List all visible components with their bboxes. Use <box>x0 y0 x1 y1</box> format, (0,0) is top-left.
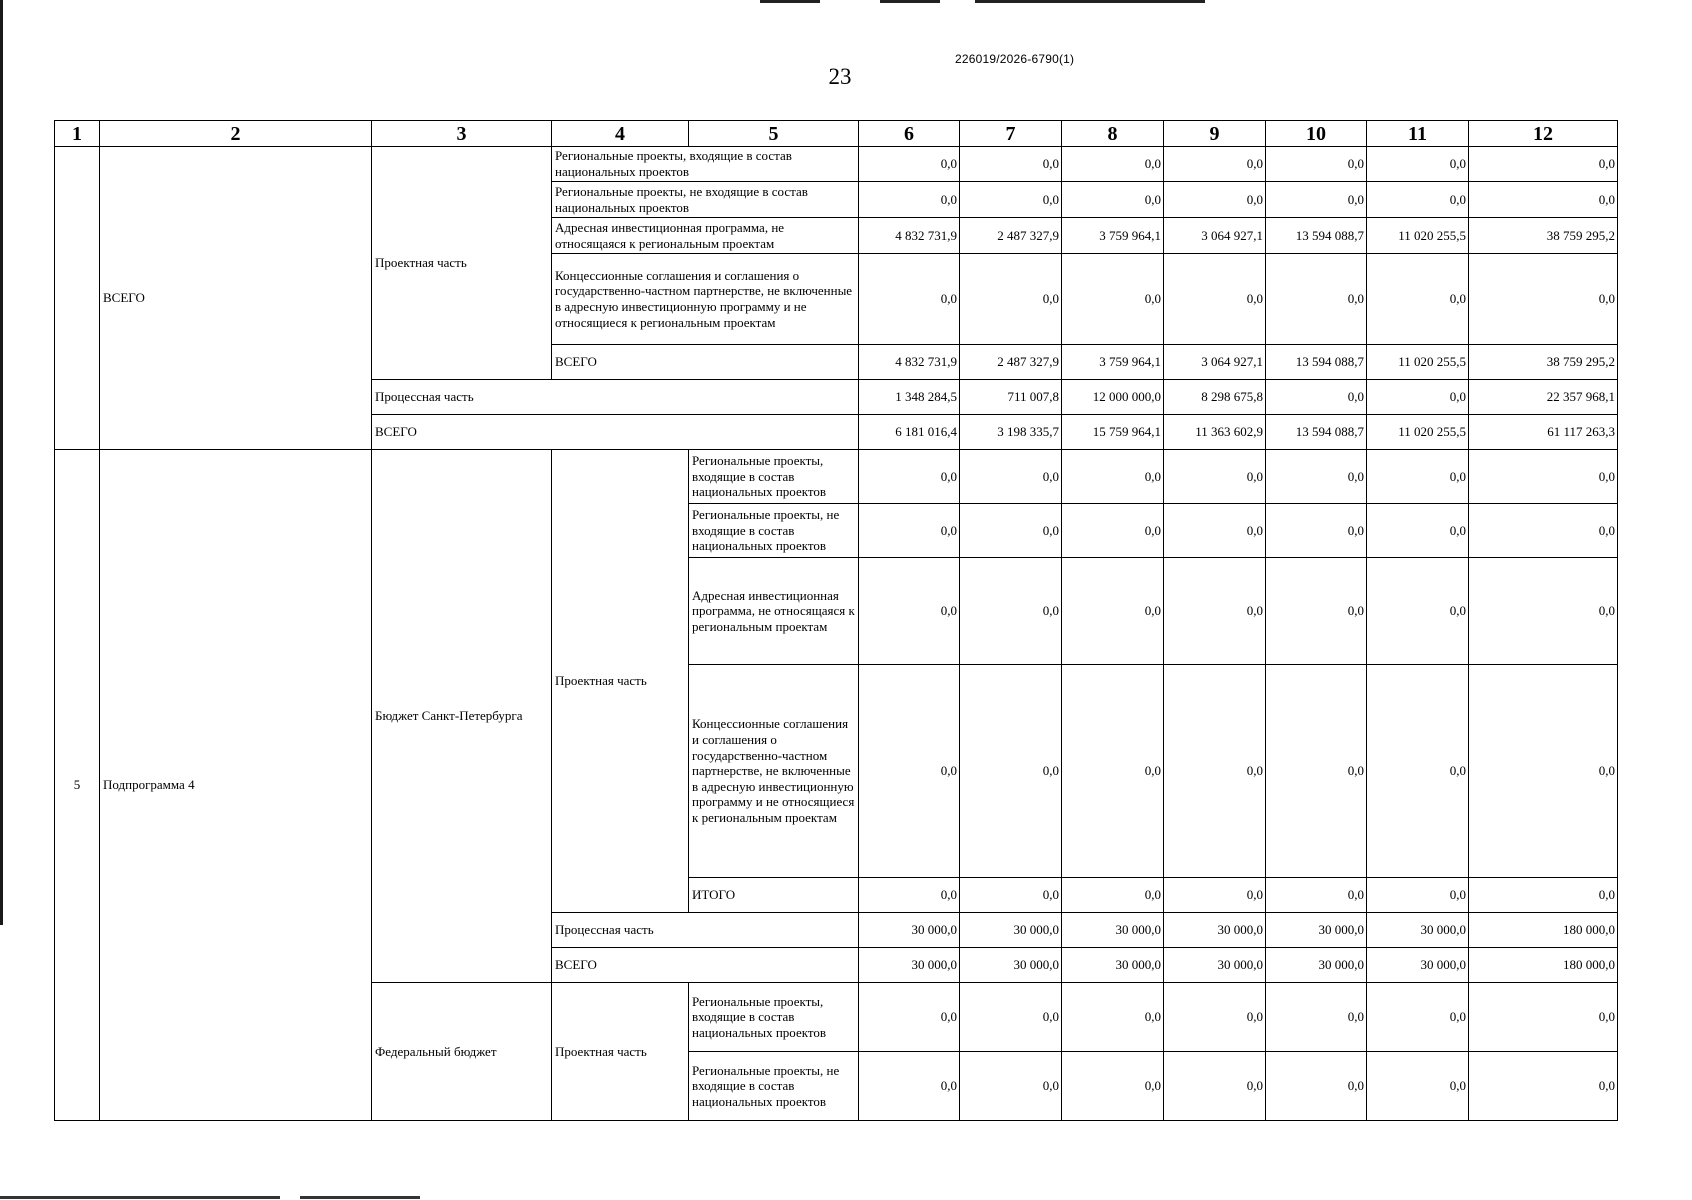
value-cell: 12 000 000,0 <box>1062 380 1164 415</box>
value-cell: 0,0 <box>1164 450 1266 504</box>
row-label: Концессионные соглашения и соглашения о государственно-частном партнерстве, не включенные в адресную инвестиционную программу и не относящиеся к региональным проектам <box>552 254 859 345</box>
value-cell: 0,0 <box>1164 558 1266 665</box>
scan-top-mark <box>880 0 940 3</box>
row-label: Региональные проекты, входящие в состав национальных проектов <box>689 983 859 1052</box>
value-cell: 0,0 <box>1469 147 1618 182</box>
value-cell: 0,0 <box>1469 450 1618 504</box>
budget-source-cell: Бюджет Санкт-Петербурга <box>372 450 552 983</box>
value-cell: 0,0 <box>1164 665 1266 878</box>
row-label: Региональные проекты, не входящие в состав национальных проектов <box>689 504 859 558</box>
value-cell: 0,0 <box>859 558 960 665</box>
value-cell: 0,0 <box>1266 1052 1367 1121</box>
value-cell: 30 000,0 <box>859 913 960 948</box>
row-number-cell: 5 <box>55 450 100 1121</box>
value-cell: 30 000,0 <box>1164 948 1266 983</box>
value-cell: 0,0 <box>960 254 1062 345</box>
part-label-cell: Проектная часть <box>372 147 552 380</box>
value-cell: 0,0 <box>1266 504 1367 558</box>
value-cell: 0,0 <box>1469 182 1618 218</box>
value-cell: 0,0 <box>1164 254 1266 345</box>
value-cell: 0,0 <box>1062 558 1164 665</box>
value-cell: 0,0 <box>1266 558 1367 665</box>
value-cell: 30 000,0 <box>1266 948 1367 983</box>
value-cell: 0,0 <box>859 147 960 182</box>
value-cell: 0,0 <box>1266 665 1367 878</box>
value-cell: 0,0 <box>960 558 1062 665</box>
value-cell: 0,0 <box>1164 1052 1266 1121</box>
value-cell: 13 594 088,7 <box>1266 345 1367 380</box>
value-cell: 3 064 927,1 <box>1164 345 1266 380</box>
row-label: Процессная часть <box>552 913 859 948</box>
value-cell: 30 000,0 <box>960 913 1062 948</box>
table-row <box>55 450 1618 504</box>
value-cell: 0,0 <box>960 504 1062 558</box>
value-cell: 0,0 <box>960 1052 1062 1121</box>
value-cell: 0,0 <box>1367 983 1469 1052</box>
value-cell: 0,0 <box>1469 665 1618 878</box>
value-cell: 0,0 <box>1367 1052 1469 1121</box>
row-label: ИТОГО <box>689 878 859 913</box>
value-cell: 0,0 <box>1469 558 1618 665</box>
value-cell: 22 357 968,1 <box>1469 380 1618 415</box>
value-cell: 0,0 <box>1469 878 1618 913</box>
value-cell: 0,0 <box>1062 983 1164 1052</box>
column-header: 8 <box>1062 121 1164 147</box>
value-cell: 0,0 <box>1367 254 1469 345</box>
scan-bottom-mark <box>300 1196 420 1199</box>
value-cell: 180 000,0 <box>1469 948 1618 983</box>
row-label: Адресная инвестиционная программа, не относящаяся к региональным проектам <box>689 558 859 665</box>
value-cell: 3 759 964,1 <box>1062 345 1164 380</box>
value-cell: 0,0 <box>1062 182 1164 218</box>
scan-bottom-mark <box>0 1196 280 1199</box>
page-number: 23 <box>828 64 852 89</box>
row-label: ВСЕГО <box>372 415 859 450</box>
value-cell: 0,0 <box>1266 380 1367 415</box>
budget-source-cell: Федеральный бюджет <box>372 983 552 1121</box>
value-cell: 0,0 <box>1367 665 1469 878</box>
value-cell: 0,0 <box>1367 878 1469 913</box>
value-cell: 0,0 <box>1164 878 1266 913</box>
column-header: 2 <box>100 121 372 147</box>
value-cell: 0,0 <box>1469 254 1618 345</box>
value-cell: 0,0 <box>859 878 960 913</box>
value-cell: 61 117 263,3 <box>1469 415 1618 450</box>
value-cell: 711 007,8 <box>960 380 1062 415</box>
value-cell: 1 348 284,5 <box>859 380 960 415</box>
value-cell: 15 759 964,1 <box>1062 415 1164 450</box>
row-number-cell <box>55 147 100 450</box>
scan-left-edge <box>0 0 3 925</box>
value-cell: 0,0 <box>1062 1052 1164 1121</box>
value-cell: 30 000,0 <box>859 948 960 983</box>
value-cell: 30 000,0 <box>1062 913 1164 948</box>
value-cell: 0,0 <box>960 147 1062 182</box>
value-cell: 0,0 <box>859 504 960 558</box>
value-cell: 30 000,0 <box>1266 913 1367 948</box>
row-label: Региональные проекты, не входящие в состав национальных проектов <box>552 182 859 218</box>
value-cell: 11 363 602,9 <box>1164 415 1266 450</box>
value-cell: 0,0 <box>1266 147 1367 182</box>
value-cell: 0,0 <box>859 450 960 504</box>
value-cell: 6 181 016,4 <box>859 415 960 450</box>
value-cell: 13 594 088,7 <box>1266 415 1367 450</box>
value-cell: 2 487 327,9 <box>960 345 1062 380</box>
column-header: 11 <box>1367 121 1469 147</box>
column-header: 10 <box>1266 121 1367 147</box>
value-cell: 30 000,0 <box>1367 948 1469 983</box>
value-cell: 38 759 295,2 <box>1469 345 1618 380</box>
value-cell: 0,0 <box>1062 878 1164 913</box>
column-header: 4 <box>552 121 689 147</box>
value-cell: 0,0 <box>1062 147 1164 182</box>
scan-top-mark <box>975 0 1205 3</box>
value-cell: 11 020 255,5 <box>1367 218 1469 254</box>
table-header-row <box>55 121 1618 147</box>
value-cell: 0,0 <box>1164 182 1266 218</box>
value-cell: 30 000,0 <box>1062 948 1164 983</box>
value-cell: 0,0 <box>1367 450 1469 504</box>
value-cell: 0,0 <box>1062 665 1164 878</box>
value-cell: 4 832 731,9 <box>859 345 960 380</box>
value-cell: 0,0 <box>1367 504 1469 558</box>
value-cell: 0,0 <box>1266 878 1367 913</box>
value-cell: 11 020 255,5 <box>1367 415 1469 450</box>
value-cell: 38 759 295,2 <box>1469 218 1618 254</box>
value-cell: 0,0 <box>859 983 960 1052</box>
value-cell: 0,0 <box>960 665 1062 878</box>
value-cell: 0,0 <box>1367 182 1469 218</box>
value-cell: 3 064 927,1 <box>1164 218 1266 254</box>
column-header: 6 <box>859 121 960 147</box>
table-row <box>55 147 1618 182</box>
program-name-cell: Подпрограмма 4 <box>100 450 372 1121</box>
value-cell: 0,0 <box>1164 983 1266 1052</box>
value-cell: 2 487 327,9 <box>960 218 1062 254</box>
value-cell: 0,0 <box>859 254 960 345</box>
registration-number: 226019/2026-6790(1) <box>955 52 1075 66</box>
value-cell: 4 832 731,9 <box>859 218 960 254</box>
value-cell: 0,0 <box>1266 182 1367 218</box>
value-cell: 0,0 <box>1062 450 1164 504</box>
row-label: ВСЕГО <box>552 948 859 983</box>
column-header: 3 <box>372 121 552 147</box>
value-cell: 0,0 <box>1469 983 1618 1052</box>
value-cell: 0,0 <box>1367 147 1469 182</box>
value-cell: 0,0 <box>1062 254 1164 345</box>
value-cell: 30 000,0 <box>1164 913 1266 948</box>
value-cell: 8 298 675,8 <box>1164 380 1266 415</box>
column-header: 7 <box>960 121 1062 147</box>
row-label: Процессная часть <box>372 380 859 415</box>
value-cell: 0,0 <box>859 1052 960 1121</box>
value-cell: 3 759 964,1 <box>1062 218 1164 254</box>
program-name-cell: ВСЕГО <box>100 147 372 450</box>
budget-table <box>54 120 1618 1121</box>
row-label: Концессионные соглашения и соглашения о государственно-частном партнерстве, не включенные в адресную инвестиционную программу и не относящиеся к региональным проектам <box>689 665 859 878</box>
part-label-cell: Проектная часть <box>552 450 689 913</box>
row-label: Региональные проекты, входящие в состав национальных проектов <box>689 450 859 504</box>
value-cell: 0,0 <box>1469 504 1618 558</box>
value-cell: 0,0 <box>1266 983 1367 1052</box>
column-header: 9 <box>1164 121 1266 147</box>
column-header: 12 <box>1469 121 1618 147</box>
value-cell: 11 020 255,5 <box>1367 345 1469 380</box>
row-label: Региональные проекты, не входящие в состав национальных проектов <box>689 1052 859 1121</box>
value-cell: 0,0 <box>1367 558 1469 665</box>
column-header: 5 <box>689 121 859 147</box>
value-cell: 13 594 088,7 <box>1266 218 1367 254</box>
value-cell: 0,0 <box>1266 450 1367 504</box>
column-header: 1 <box>55 121 100 147</box>
value-cell: 0,0 <box>859 182 960 218</box>
value-cell: 0,0 <box>960 182 1062 218</box>
scan-top-mark <box>760 0 820 3</box>
row-label: ВСЕГО <box>552 345 859 380</box>
value-cell: 0,0 <box>1469 1052 1618 1121</box>
value-cell: 0,0 <box>859 665 960 878</box>
value-cell: 30 000,0 <box>960 948 1062 983</box>
value-cell: 0,0 <box>1367 380 1469 415</box>
value-cell: 0,0 <box>960 983 1062 1052</box>
value-cell: 0,0 <box>1266 254 1367 345</box>
part-label-cell: Проектная часть <box>552 983 689 1121</box>
value-cell: 0,0 <box>1164 504 1266 558</box>
value-cell: 0,0 <box>960 450 1062 504</box>
value-cell: 0,0 <box>1062 504 1164 558</box>
value-cell: 30 000,0 <box>1367 913 1469 948</box>
value-cell: 3 198 335,7 <box>960 415 1062 450</box>
row-label: Адресная инвестиционная программа, не относящаяся к региональным проектам <box>552 218 859 254</box>
value-cell: 0,0 <box>960 878 1062 913</box>
value-cell: 180 000,0 <box>1469 913 1618 948</box>
row-label: Региональные проекты, входящие в состав национальных проектов <box>552 147 859 182</box>
value-cell: 0,0 <box>1164 147 1266 182</box>
